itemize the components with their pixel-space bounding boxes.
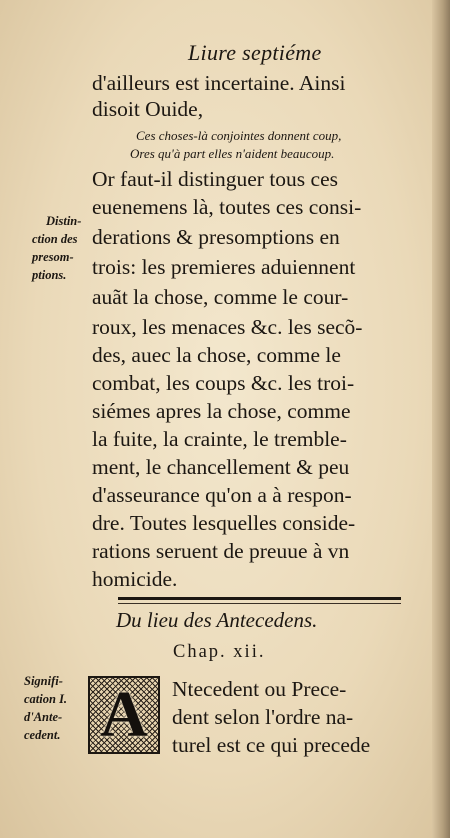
text-line: homicide. — [92, 567, 178, 591]
text-line: des, auec la chose, comme le — [92, 343, 341, 367]
text-line: la fuite, la crainte, le tremble- — [92, 427, 347, 451]
margin-note-line: d'Ante- — [24, 710, 63, 724]
text-line: disoit Ouide, — [92, 97, 204, 121]
text-line: ment, le chancellement & peu — [92, 455, 350, 479]
text-line: euenemens là, toutes ces consi- — [92, 195, 362, 219]
margin-note-line: ptions. — [32, 268, 67, 282]
text-line: siémes apres la chose, comme — [92, 399, 351, 423]
initial-letter: A — [100, 678, 148, 751]
margin-note-line: cedent. — [24, 728, 61, 742]
page-gutter — [432, 0, 450, 838]
decorated-initial — [88, 676, 160, 754]
text-line: d'asseurance qu'on a à respon- — [92, 483, 352, 507]
text-line: trois: les premieres aduiennent — [92, 255, 356, 279]
text-line: Or faut-il distinguer tous ces — [92, 167, 339, 191]
margin-note-line: cation I. — [24, 692, 68, 706]
text-line: auãt la chose, comme le cour- — [92, 285, 349, 309]
section-divider-thin — [118, 603, 401, 604]
chapter-heading: Chap. xii. — [173, 642, 266, 662]
section-divider — [118, 597, 401, 600]
text-line: dre. Toutes lesquelles conside- — [92, 511, 356, 535]
margin-note-line: Distin- — [46, 214, 82, 228]
section-title: Du lieu des Antecedens. — [116, 608, 318, 632]
margin-note-line: presom- — [32, 250, 74, 264]
verse-line: Ores qu'à part elles n'aident beaucoup. — [130, 146, 335, 161]
text-line: combat, les coups &c. les troi- — [92, 371, 355, 395]
text-line: roux, les menaces &c. les secõ- — [92, 315, 363, 339]
text-line: d'ailleurs est incertaine. Ainsi — [92, 71, 346, 95]
text-line: derations & presomptions en — [92, 225, 340, 249]
text-line: Ntecedent ou Prece- — [172, 677, 347, 701]
running-head: Liure septiéme — [188, 40, 322, 65]
text-line: rations seruent de preuue à vn — [92, 539, 350, 563]
margin-note-line: Signifi- — [24, 674, 63, 688]
margin-note-line: ction des — [32, 232, 78, 246]
text-line: dent selon l'ordre na- — [172, 705, 354, 729]
text-line: turel est ce qui precede — [172, 733, 371, 757]
verse-line: Ces choses-là conjointes donnent coup, — [136, 128, 342, 143]
